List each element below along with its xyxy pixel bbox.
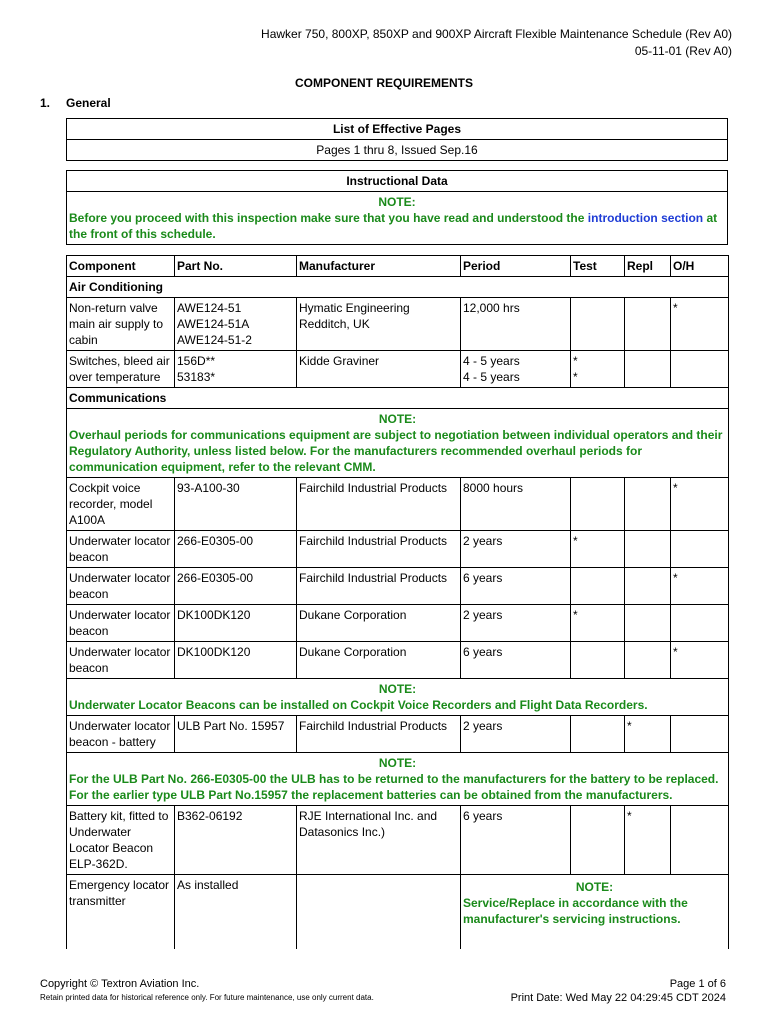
cell-oh xyxy=(671,351,729,388)
document-ref: 05-11-01 (Rev A0) xyxy=(634,44,732,58)
cell-part: AWE124-51 AWE124-51A AWE124-51-2 xyxy=(175,298,297,351)
elt-note xyxy=(461,875,729,950)
cell-oh: * xyxy=(671,568,729,605)
cell-manufacturer: Fairchild Industrial Products xyxy=(297,478,461,531)
cell-repl xyxy=(625,605,671,642)
cell-component: Non-return valve main air supply to cabin xyxy=(67,298,175,351)
col-repl: Repl xyxy=(625,256,671,277)
table-row xyxy=(67,806,729,875)
cell-oh: * xyxy=(671,298,729,351)
table-header-row xyxy=(67,256,729,277)
cell-repl xyxy=(625,642,671,679)
part-line-2: 53183* xyxy=(177,370,216,384)
cell-part: DK100DK120 xyxy=(175,642,297,679)
cell-oh xyxy=(671,531,729,568)
cell-test xyxy=(571,478,625,531)
cell-test xyxy=(571,806,625,875)
cell-part: As installed xyxy=(175,875,297,950)
copyright: Copyright © Textron Aviation Inc. xyxy=(40,978,200,990)
cell-manufacturer: Fairchild Industrial Products xyxy=(297,716,461,753)
retain-notice: Retain printed data for historical reference only. For future maintenance, use only current data. xyxy=(40,993,374,1002)
cell-period: 6 years xyxy=(461,568,571,605)
footer-right xyxy=(511,977,726,1005)
cell-period: 12,000 hrs xyxy=(461,298,571,351)
cell-test xyxy=(571,568,625,605)
table-row xyxy=(67,642,729,679)
instructional-data xyxy=(66,170,728,245)
cell-manufacturer xyxy=(297,875,461,950)
cell-manufacturer: Dukane Corporation xyxy=(297,605,461,642)
general-label: General xyxy=(66,96,111,110)
note-text-after: at the front of this schedule. xyxy=(69,211,718,241)
note-label: NOTE: xyxy=(378,412,417,426)
col-period: Period xyxy=(461,256,571,277)
cell-manufacturer: Fairchild Industrial Products xyxy=(297,568,461,605)
cell-period: 2 years xyxy=(461,605,571,642)
ulb-install-note xyxy=(67,679,729,716)
cell-repl: * xyxy=(625,716,671,753)
cell-part: DK100DK120 xyxy=(175,605,297,642)
ulb-battery-note xyxy=(67,753,729,806)
table-row xyxy=(67,351,729,388)
note-label: NOTE: xyxy=(378,682,417,696)
instructional-title: Instructional Data xyxy=(67,171,728,192)
table-row xyxy=(67,568,729,605)
col-component: Component xyxy=(67,256,175,277)
cell-oh: * xyxy=(671,478,729,531)
cell-test xyxy=(571,351,625,388)
note-label: NOTE: xyxy=(575,880,614,894)
col-manufacturer: Manufacturer xyxy=(297,256,461,277)
page-number: Page 1 of 6 xyxy=(669,978,726,990)
cell-manufacturer: Fairchild Industrial Products xyxy=(297,531,461,568)
cell-period: 6 years xyxy=(461,642,571,679)
period-line-2: 4 - 5 years xyxy=(463,370,520,384)
cell-test: * xyxy=(571,605,625,642)
table-row xyxy=(67,875,729,950)
note-label: NOTE: xyxy=(378,756,417,770)
col-test: Test xyxy=(571,256,625,277)
general-number: 1. xyxy=(40,96,51,110)
list-of-effective-pages xyxy=(66,118,728,161)
cell-repl xyxy=(625,351,671,388)
cell-test xyxy=(571,298,625,351)
lep-title: List of Effective Pages xyxy=(67,119,728,140)
lep-pages: Pages 1 thru 8, Issued Sep.16 xyxy=(67,140,728,161)
cell-period: 6 years xyxy=(461,806,571,875)
component-table xyxy=(66,255,729,949)
cell-part: ULB Part No. 15957 xyxy=(175,716,297,753)
cell-oh xyxy=(671,605,729,642)
cell-repl xyxy=(625,298,671,351)
comms-note xyxy=(67,409,729,478)
cell-test xyxy=(571,716,625,753)
note-text: For the ULB Part No. 266-E0305-00 the ULB has to be returned to the manufacturers for the battery to be replaced. For the earlier type ULB Part No.15957 the replacement batteries can be obtained from the manufacturers. xyxy=(69,772,719,802)
cell-manufacturer: Hymatic Engineering Redditch, UK xyxy=(297,298,461,351)
page-header xyxy=(261,26,732,60)
cell-manufacturer: RJE International Inc. and Datasonics Inc.) xyxy=(297,806,461,875)
cell-period xyxy=(461,351,571,388)
cell-period: 2 years xyxy=(461,716,571,753)
cell-repl xyxy=(625,478,671,531)
cell-test: * xyxy=(571,531,625,568)
cell-repl xyxy=(625,531,671,568)
cell-component: Battery kit, fitted to Underwater Locator Beacon ELP-362D. xyxy=(67,806,175,875)
cell-oh: * xyxy=(671,642,729,679)
section-title: COMPONENT REQUIREMENTS xyxy=(294,76,473,90)
note-text: Underwater Locator Beacons can be installed on Cockpit Voice Recorders and Flight Data Recorders. xyxy=(69,698,648,712)
cell-component: Cockpit voice recorder, model A100A xyxy=(67,478,175,531)
cell-component: Underwater locator beacon xyxy=(67,531,175,568)
table-row xyxy=(67,298,729,351)
cell-oh xyxy=(671,716,729,753)
group-communications: Communications xyxy=(67,388,729,409)
cell-component: Underwater locator beacon xyxy=(67,642,175,679)
cell-oh xyxy=(671,806,729,875)
cell-part: 266-E0305-00 xyxy=(175,531,297,568)
cell-part xyxy=(175,351,297,388)
col-oh: O/H xyxy=(671,256,729,277)
cell-repl xyxy=(625,568,671,605)
cell-component: Underwater locator beacon xyxy=(67,605,175,642)
cell-part: B362-06192 xyxy=(175,806,297,875)
introduction-link[interactable]: introduction section xyxy=(587,211,704,225)
table-row xyxy=(67,478,729,531)
footer-left xyxy=(40,977,374,1005)
cell-part: 266-E0305-00 xyxy=(175,568,297,605)
cell-repl: * xyxy=(625,806,671,875)
cell-period: 2 years xyxy=(461,531,571,568)
test-line-1: * xyxy=(573,354,578,368)
note-label: NOTE: xyxy=(378,195,416,209)
cell-manufacturer: Kidde Graviner xyxy=(297,351,461,388)
col-part-no: Part No. xyxy=(175,256,297,277)
group-air-conditioning: Air Conditioning xyxy=(67,277,729,298)
document-title: Hawker 750, 800XP, 850XP and 900XP Aircraft Flexible Maintenance Schedule (Rev A0) xyxy=(261,27,732,41)
intro-note xyxy=(67,192,728,245)
table-row xyxy=(67,605,729,642)
table-row xyxy=(67,716,729,753)
cell-test xyxy=(571,642,625,679)
cell-component: Switches, bleed air over temperature xyxy=(67,351,175,388)
cell-component: Underwater locator beacon xyxy=(67,568,175,605)
cell-period: 8000 hours xyxy=(461,478,571,531)
note-text-before: Before you proceed with this inspection make sure that you have read and understood the xyxy=(69,211,585,225)
print-date: Print Date: Wed May 22 04:29:45 CDT 2024 xyxy=(510,992,726,1004)
part-line-1: 156D** xyxy=(177,354,216,368)
cell-part: 93-A100-30 xyxy=(175,478,297,531)
cell-component: Emergency locator transmitter xyxy=(67,875,175,950)
test-line-2: * xyxy=(573,370,578,384)
table-row xyxy=(67,531,729,568)
note-text: Service/Replace in accordance with the manufacturer's servicing instructions. xyxy=(463,896,688,926)
period-line-1: 4 - 5 years xyxy=(463,354,520,368)
general-heading xyxy=(40,96,111,110)
note-text: Overhaul periods for communications equipment are subject to negotiation between individual operators and their Regulatory Authority, unless listed below. For the manufacturers recommended overhaul periods for communication equipment, refer to the relevant CMM. xyxy=(69,428,723,474)
cell-component: Underwater locator beacon - battery xyxy=(67,716,175,753)
cell-manufacturer: Dukane Corporation xyxy=(297,642,461,679)
